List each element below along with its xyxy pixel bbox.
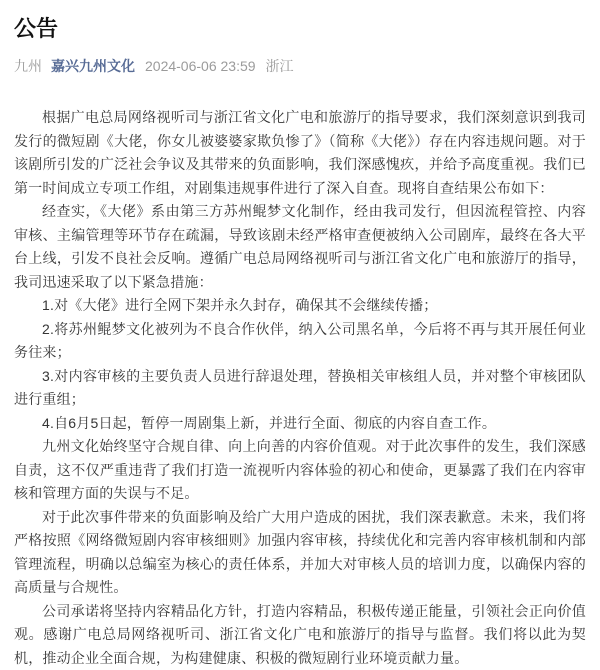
- paragraph: 1.对《大佬》进行全网下架并永久封存，确保其不会继续传播；: [14, 294, 586, 318]
- paragraph: 对于此次事件带来的负面影响及给广大用户造成的困扰，我们深表歉意。未来，我们将严格按照《网络微短剧内容审核细则》加强内容审核，持续优化和完善内容审核机制和内部管理流程，明确以总编室为核心的责任体系，并加大对审核人员的培训力度，以确保内容的高质量与合规性。: [14, 506, 586, 600]
- publish-location: 浙江: [266, 58, 294, 74]
- paragraph: 经查实，《大佬》系由第三方苏州鲲梦文化制作，经由我司发行，但因流程管控、内容审核、主编管理等环节存在疏漏，导致该剧未经严格审查便被纳入公司剧库，最终在各大平台上线，引发不良社会反响。遵循广电总局网络视听司与浙江省文化广电和旅游厅的指导，我司迅速采取了以下紧急措施：: [14, 200, 586, 294]
- paragraph: 公司承诺将坚持内容精品化方针，打造内容精品，积极传递正能量，引领社会正向价值观。感谢广电总局网络视听司、浙江省文化广电和旅游厅的指导与监督。我们将以此为契机，推动企业全面合规，为构建健康、积极的微短剧行业环境贡献力量。: [14, 600, 586, 670]
- byline: [14, 56, 586, 76]
- article-body: [14, 106, 586, 670]
- publish-timestamp: 2024-06-06 23:59: [145, 58, 256, 74]
- paragraph: 2.将苏州鲲梦文化被列为不良合作伙伴，纳入公司黑名单，今后将不再与其开展任何业务往来；: [14, 318, 586, 365]
- paragraph: 4.自6月5日起，暂停一周剧集上新，并进行全面、彻底的内容自查工作。: [14, 412, 586, 436]
- page-title: 公告: [14, 14, 586, 44]
- paragraph: 九州文化始终坚守合规自律、向上向善的内容价值观。对于此次事件的发生，我们深感自责，这不仅严重违背了我们打造一流视听内容体验的初心和使命，更暴露了我们在内容审核和管理方面的失误与不足。: [14, 435, 586, 506]
- account-name-link[interactable]: 嘉兴九州文化: [51, 58, 135, 74]
- author-name: 九州: [14, 58, 42, 74]
- paragraph: 3.对内容审核的主要负责人员进行辞退处理，替换相关审核组人员，并对整个审核团队进行重组；: [14, 365, 586, 412]
- paragraph: 根据广电总局网络视听司与浙江省文化广电和旅游厅的指导要求，我们深刻意识到我司发行的微短剧《大佬，你女儿被婆婆家欺负惨了》（简称《大佬》）存在内容违规问题。对于该剧所引发的广泛社会争议及其带来的负面影响，我们深感愧疚，并给予高度重视。我们已第一时间成立专项工作组，对剧集违规事件进行了深入自查。现将自查结果公布如下：: [14, 106, 586, 200]
